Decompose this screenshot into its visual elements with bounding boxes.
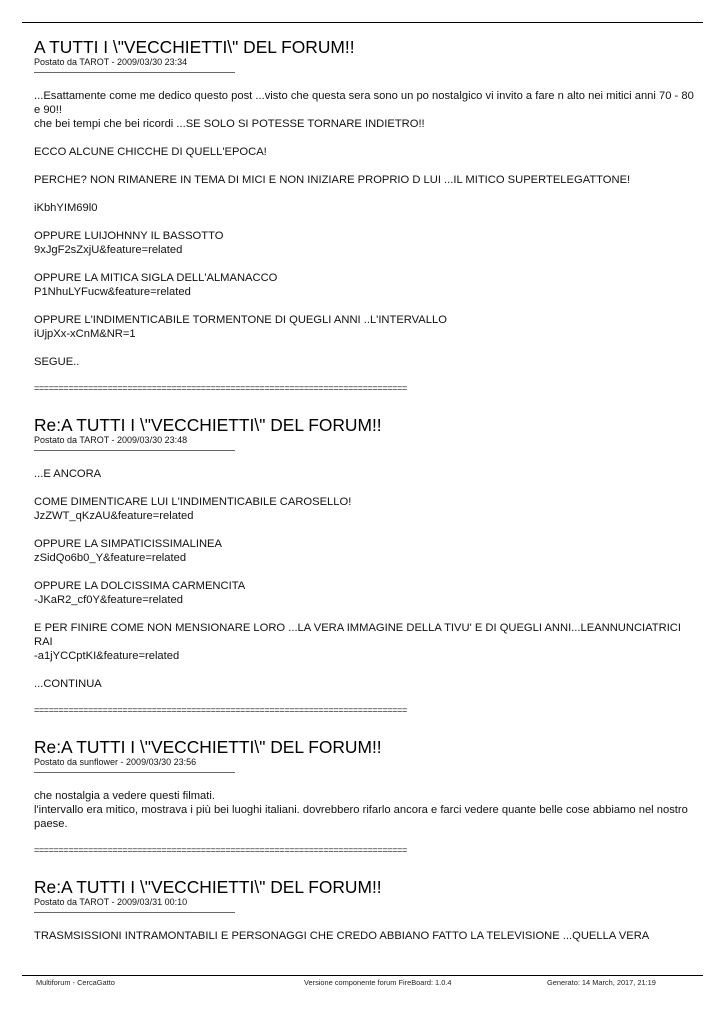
- meta-underline: [34, 72, 235, 73]
- footer-generated-date: Generato: 14 March, 2017, 21:19: [547, 978, 656, 987]
- post-meta: Postato da TAROT - 2009/03/31 00:10: [34, 897, 188, 907]
- meta-underline: [34, 912, 235, 913]
- document-content: [34, 37, 694, 965]
- forum-post: [34, 877, 694, 943]
- post-paragraph: OPPURE LA MITICA SIGLA DELL'ALMANACCO P1NhuLYFucw&feature=related: [34, 272, 278, 298]
- footer-site-name: Multiforum - CercaGatto: [36, 978, 115, 987]
- post-meta: Postato da TAROT - 2009/03/30 23:48: [34, 435, 188, 445]
- post-meta: Postato da TAROT - 2009/03/30 23:34: [34, 57, 188, 67]
- post-paragraph: E PER FINIRE COME NON MENSIONARE LORO ...LA VERA IMMAGINE DELLA TIVU' E DI QUEGLI ANNI...LEANNUNCIATRICI RAI -a1jYCCptKI&feature=related: [34, 622, 681, 662]
- post-paragraph: OPPURE L'INDIMENTICABILE TORMENTONE DI QUEGLI ANNI ..L'INTERVALLO iUjpXx-xCnM&NR=1: [34, 314, 447, 340]
- post-paragraph: che nostalgia a vedere questi filmati. l'intervallo era mitico, mostrava i più bei luoghi italiani. dovrebbero rifarlo ancora e farci vedere quante belle cose abbiamo nel nostro paese.: [34, 790, 688, 830]
- meta-underline: [34, 450, 235, 451]
- post-paragraph: COME DIMENTICARE LUI L'INDIMENTICABILE CAROSELLO! JzZWT_qKzAU&feature=related: [34, 496, 352, 522]
- forum-post: [34, 737, 694, 855]
- post-title: Re:A TUTTI I \"VECCHIETTI\" DEL FORUM!!: [34, 415, 382, 435]
- post-body: [34, 467, 694, 691]
- post-separator: ============================================================================: [34, 383, 407, 393]
- post-paragraph: ECCO ALCUNE CHICCHE DI QUELL'EPOCA!: [34, 146, 267, 158]
- post-paragraph: SEGUE..: [34, 356, 80, 368]
- post-body: [34, 789, 694, 831]
- post-title: Re:A TUTTI I \"VECCHIETTI\" DEL FORUM!!: [34, 737, 382, 757]
- post-paragraph: PERCHE? NON RIMANERE IN TEMA DI MICI E NON INIZIARE PROPRIO D LUI ...IL MITICO SUPERTELEGATTONE!: [34, 174, 631, 186]
- post-paragraph: ...E ANCORA: [34, 468, 102, 480]
- post-body: [34, 89, 694, 369]
- video-link: iKbhYIM69l0: [34, 202, 98, 214]
- post-separator: ============================================================================: [34, 845, 407, 855]
- post-paragraph: OPPURE LA DOLCISSIMA CARMENCITA -JKaR2_cf0Y&feature=related: [34, 580, 246, 606]
- post-body: [34, 929, 694, 943]
- post-paragraph: OPPURE LUIJOHNNY IL BASSOTTO 9xJgF2sZxjU&feature=related: [34, 230, 224, 256]
- forum-post: [34, 415, 694, 715]
- post-meta: Postato da sunflower - 2009/03/30 23:56: [34, 757, 197, 767]
- post-paragraph: OPPURE LA SIMPATICISSIMALINEA zSidQo6b0_Y&feature=related: [34, 538, 222, 564]
- post-paragraph: TRASMSISSIONI INTRAMONTABILI E PERSONAGGI CHE CREDO ABBIANO FATTO LA TELEVISIONE ...QUELLA VERA: [34, 930, 650, 942]
- footer-rule: [22, 975, 703, 976]
- forum-post: [34, 37, 694, 393]
- post-paragraph: ...Esattamente come me dedico questo post ...visto che questa sera sono un po nostalgico vi invito a fare n alto nei mitici anni 70 - 80 e 90!! che bei tempi che bei ricordi ...SE SOLO SI POTESSE TORNARE INDIETRO!!: [34, 90, 694, 130]
- top-rule: [22, 22, 703, 23]
- post-separator: ============================================================================: [34, 705, 407, 715]
- post-title: Re:A TUTTI I \"VECCHIETTI\" DEL FORUM!!: [34, 877, 382, 897]
- meta-underline: [34, 772, 235, 773]
- footer-component-version: Versione componente forum FireBoard: 1.0.4: [304, 978, 452, 987]
- post-title: A TUTTI I \"VECCHIETTI\" DEL FORUM!!: [34, 37, 355, 57]
- page-footer: [36, 978, 656, 990]
- post-paragraph: ...CONTINUA: [34, 678, 102, 690]
